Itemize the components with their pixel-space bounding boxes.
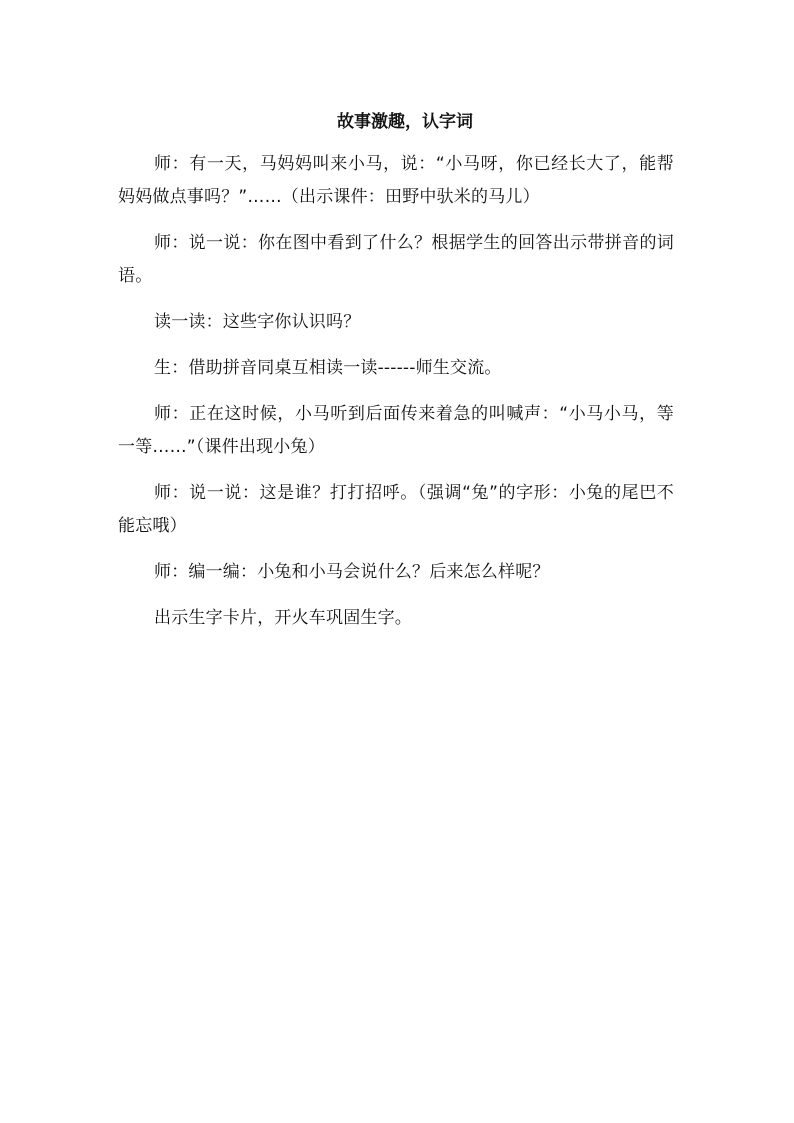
document-body	[118, 108, 674, 648]
paragraph-7: 师：编一编：小兔和小马会说什么？后来怎么样呢？	[154, 562, 550, 582]
document-title: 故事激趣，认字词	[337, 112, 473, 132]
paragraph-5: 师：正在这时候，小马听到后面传来着急的叫喊声：“小马小马，等一等……”（课件出现小兔）	[118, 404, 674, 457]
paragraph-8: 出示生字卡片，开火车巩固生字。	[154, 608, 412, 628]
paragraph-4: 生：借助拼音同桌互相读一读------师生交流。	[154, 358, 502, 378]
paragraph-6: 师：说一说：这是谁？打打招呼。（强调“兔”的字形：小兔的尾巴不能忘哦）	[118, 483, 674, 536]
paragraph-2: 师：说一说：你在图中看到了什么？根据学生的回答出示带拼音的词语。	[118, 233, 674, 286]
paragraph-3: 读一读：这些字你认识吗？	[154, 312, 361, 332]
paragraph-1: 师：有一天，马妈妈叫来小马，说：“小马呀，你已经长大了，能帮妈妈做点事吗？”……（出示课件：田野中驮米的马儿）	[118, 154, 674, 207]
